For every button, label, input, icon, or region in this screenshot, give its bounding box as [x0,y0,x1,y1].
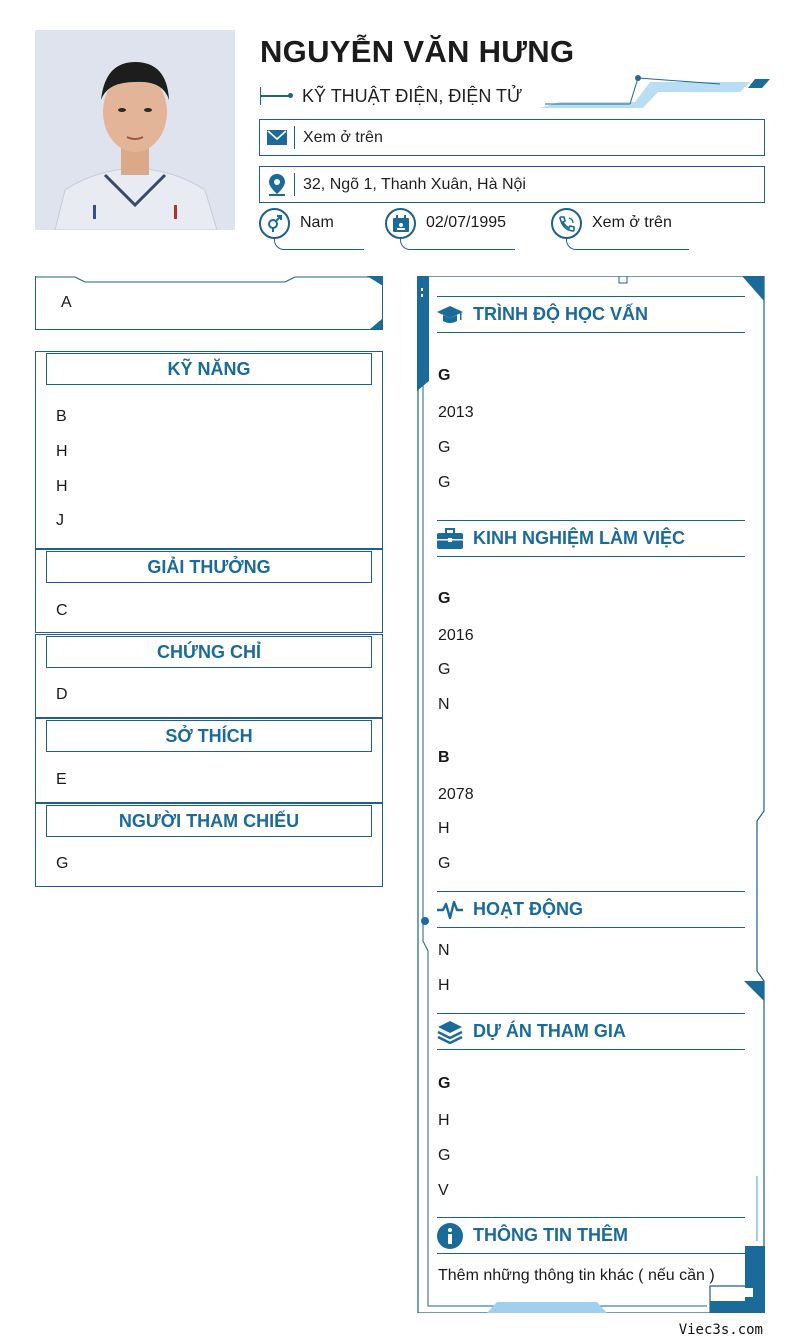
birthday-underline [400,238,515,250]
list-item: C [56,602,68,619]
info-icon [437,1223,463,1249]
gender-value: Nam [300,214,334,231]
experience-line: N [438,696,450,713]
project-line: V [438,1182,449,1199]
job-title: KỸ THUẬT ĐIỆN, ĐIỆN TỬ [302,85,523,106]
briefcase-icon [437,528,463,550]
project-line: G [438,1147,451,1164]
address-value: 32, Ngõ 1, Thanh Xuân, Hà Nội [303,175,526,193]
phone-value: Xem ở trên [592,214,672,231]
projects-section-title [437,1013,745,1050]
projects-title: DỰ ÁN THAM GIA [473,1021,626,1041]
gender-icon [259,208,290,239]
education-line: G [438,439,451,456]
envelope-icon [260,130,294,145]
activities-title: HOẠT ĐỘNG [473,899,583,919]
birthday-field [385,208,506,252]
gender-field [259,208,334,252]
list-item: E [56,771,67,788]
skills-title: KỸ NĂNG [46,353,372,385]
experience-company: B [438,749,450,766]
list-item: H [56,478,68,495]
layers-icon [437,1020,463,1044]
hobbies-section [35,718,383,803]
experience-line: G [438,661,451,678]
hobbies-title: SỞ THÍCH [46,720,372,752]
job-title-decor [260,95,290,97]
skills-section [35,351,383,549]
gender-underline [274,238,364,250]
list-item: G [56,855,69,872]
objective-corner [370,319,382,329]
activities-line: N [438,942,450,959]
more-info-title: THÔNG TIN THÊM [473,1225,628,1245]
calendar-icon [385,208,416,239]
experience-line: H [438,820,450,837]
experience-section-title [437,520,745,557]
experience-year: 2078 [438,786,474,803]
email-value: Xem ở trên [303,128,383,146]
objective-text: A [61,294,72,311]
awards-title: GIẢI THƯỞNG [46,551,372,583]
address-separator [294,173,295,196]
birthday-value: 02/07/1995 [426,214,507,231]
email-separator [294,126,295,149]
education-year: 2013 [438,404,474,421]
email-box [259,119,765,156]
education-school: G [438,367,451,384]
education-line: G [438,474,451,491]
map-pin-icon [260,174,294,196]
activities-line: H [438,977,450,994]
phone-icon [551,208,582,239]
candidate-name: NGUYỄN VĂN HƯNG [260,34,575,69]
profile-photo [35,30,235,230]
more-info-text: Thêm những thông tin khác ( nếu cần ) [438,1267,715,1284]
references-title: NGƯỜI THAM CHIẾU [46,805,372,837]
references-section [35,803,383,887]
phone-underline [566,238,689,250]
phone-field [551,208,672,252]
certificates-title: CHỨNG CHỈ [46,636,372,668]
list-item: H [56,443,68,460]
objective-decoration [35,276,383,286]
header-decoration [540,74,770,114]
awards-section [35,549,383,633]
experience-title: KINH NGHIỆM LÀM VIỆC [473,528,686,548]
project-line: H [438,1112,450,1129]
pulse-icon [437,900,463,920]
certificates-section [35,634,383,718]
graduation-cap-icon [437,304,463,326]
education-title: TRÌNH ĐỘ HỌC VẤN [473,304,648,324]
education-section-title [437,296,745,333]
more-info-section-title [437,1217,745,1254]
list-item: B [56,408,67,425]
list-item: J [56,512,64,529]
job-title-row [260,83,522,109]
experience-company: G [438,590,451,607]
experience-year: 2016 [438,627,474,644]
objective-box [35,276,383,330]
project-name: G [438,1075,451,1092]
experience-line: G [438,855,451,872]
activities-section-title [437,891,745,928]
address-box [259,166,765,203]
footer-brand: Viec3s.com [678,1322,763,1338]
list-item: D [56,686,68,703]
